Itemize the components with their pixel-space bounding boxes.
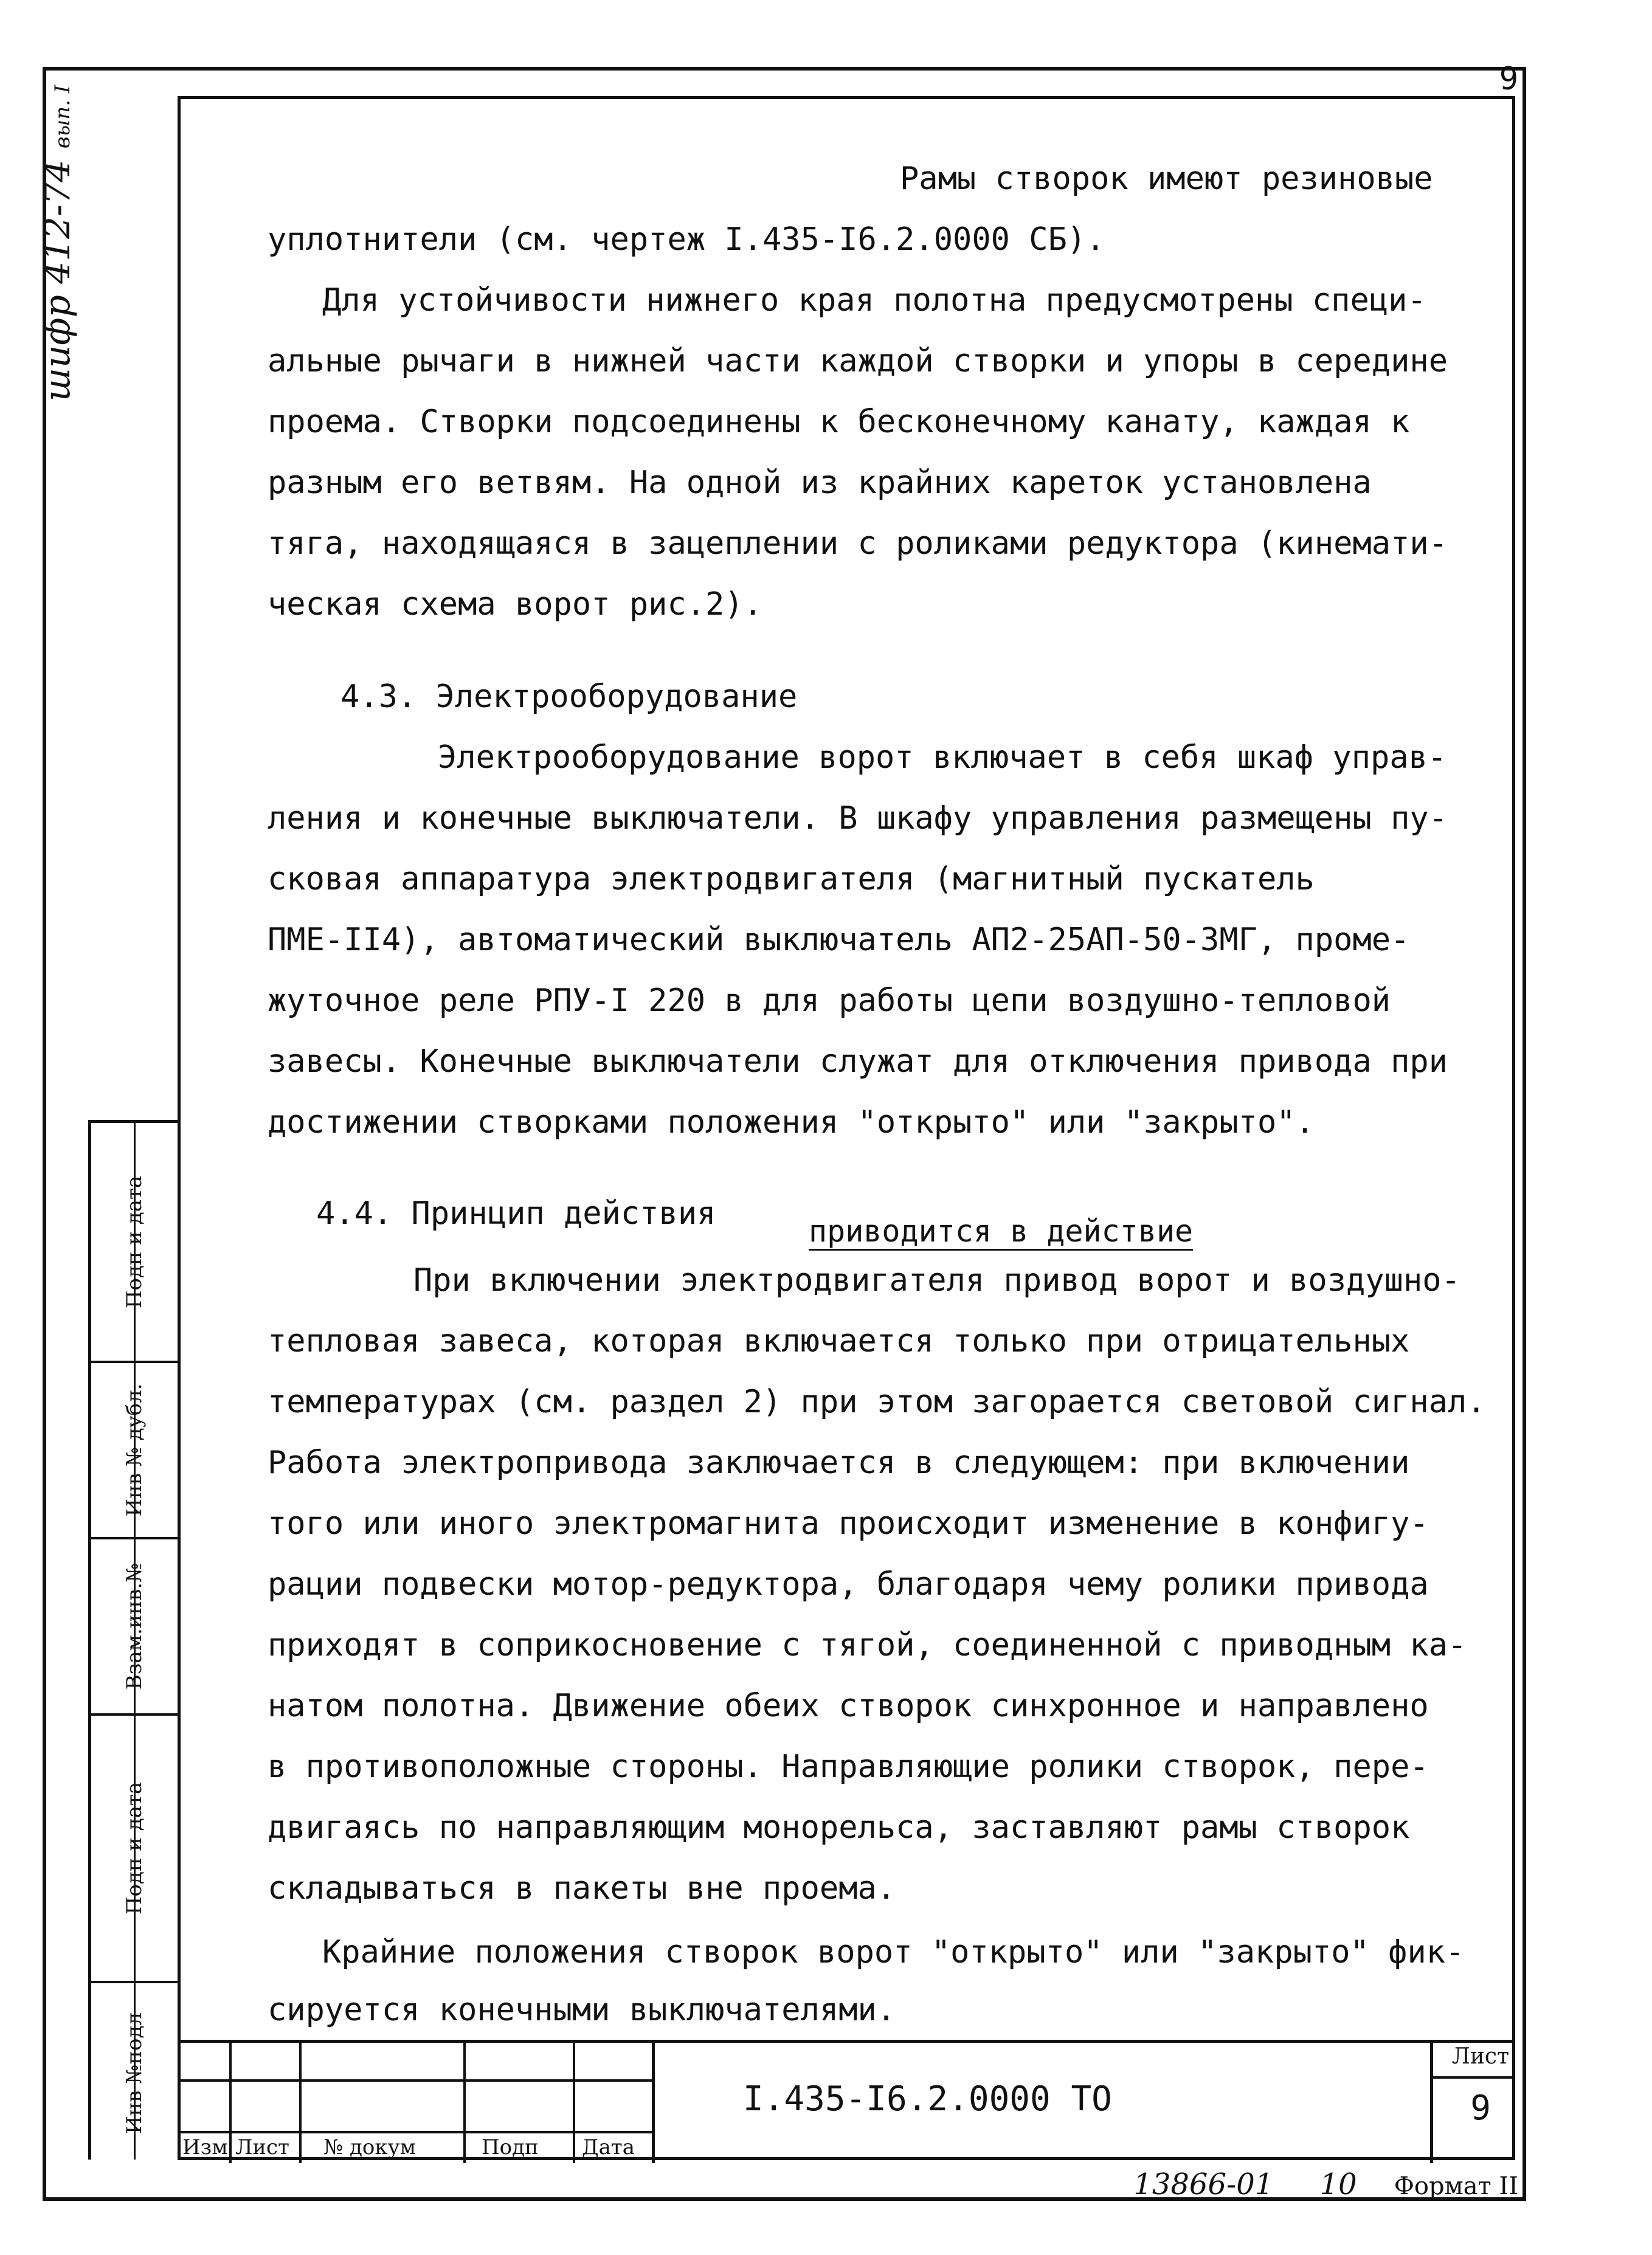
side-label: Подп и дата — [122, 1781, 147, 1915]
tb-header-change: Изм — [182, 2135, 228, 2160]
side-label: Подп и дата — [122, 1175, 147, 1308]
text-line: приходят в соприкосновение с тягой, соединенной с приводным ка- — [268, 1627, 1467, 1663]
cipher-main: шифр 412-74 — [36, 159, 78, 401]
text-line: Рамы створок имеют резиновые — [900, 161, 1433, 197]
tb-row-line — [178, 2131, 652, 2133]
side-label: Инв № дубл. — [122, 1383, 147, 1517]
cipher-handwritten — [36, 85, 134, 401]
text-line: Электрооборудование ворот включает в себя шкаф управ- — [438, 739, 1447, 776]
section-heading-4-4: 4.4. Принцип действия — [316, 1195, 716, 1232]
text-line: проема. Створки подсоединены к бесконечному канату, каждая к — [268, 404, 1410, 440]
section-heading-4-3: 4.3. Электрооборудование — [340, 679, 798, 715]
cipher-sub: вып. I — [50, 85, 75, 149]
text-line: тепловая завеса, которая включается только при отрицательных — [268, 1323, 1410, 1359]
text-line: того или иного электромагнита происходит изменение в конфигу- — [268, 1505, 1429, 1542]
tb-sheet-divider — [1430, 2076, 1515, 2079]
tb-sheet-border — [1430, 2043, 1433, 2163]
tb-header-doc-number: № докум — [323, 2135, 416, 2160]
text-line: жуточное реле РПУ-I 220 в для работы цепи воздушно-тепловой — [268, 982, 1391, 1019]
tb-col-line — [652, 2043, 655, 2163]
order-number: 13866-01 — [1133, 2167, 1274, 2201]
text-line: Работа электропривода заключается в следующем: при включении — [268, 1445, 1410, 1481]
tb-col-line — [299, 2043, 302, 2163]
copy-number: 10 — [1319, 2167, 1357, 2201]
tb-header-date: Дата — [582, 2135, 635, 2160]
text-line: натом полотна. Движение обеих створок синхронное и направлено — [268, 1688, 1429, 1724]
tb-header-sheet: Лист — [235, 2135, 289, 2160]
side-label: Взам.инв.№ — [122, 1563, 147, 1690]
text-line: температурах (см. раздел 2) при этом загорается световой сигнал. — [268, 1384, 1486, 1420]
text-line: рации подвески мотор-редуктора, благодаря чему ролики привода — [268, 1566, 1429, 1603]
format-label: Формат II — [1394, 2172, 1518, 2200]
text-line: При включении электродвигателя привод ворот и воздушно- — [413, 1262, 1460, 1299]
text-line: Крайние положения створок ворот "открыто" или "закрыто" фик- — [322, 1934, 1465, 1970]
text-line: ческая схема ворот рис.2). — [268, 586, 762, 623]
text-line: разным его ветвям. На одной из крайних кареток установлена — [268, 464, 1372, 501]
text-line: альные рычаги в нижней части каждой створки и упоры в середине — [268, 343, 1448, 379]
text-line: сируется конечными выключателями. — [268, 1992, 896, 2028]
tb-row-line — [178, 2079, 652, 2082]
tb-col-line — [463, 2043, 466, 2163]
text-line: уплотнители (см. чертеж I.435-I6.2.0000 СБ). — [268, 221, 1105, 258]
tb-col-line — [573, 2043, 575, 2163]
side-label: Инв №подл — [122, 2012, 147, 2134]
side-stamp-column — [88, 1120, 178, 2160]
text-line: складываться в пакеты вне проема. — [268, 1870, 896, 1907]
document-designation: I.435-I6.2.0000 ТО — [743, 2079, 1112, 2119]
bottom-note — [1133, 2167, 1518, 2201]
page-number-top: 9 — [1499, 61, 1518, 97]
sheet-label: Лист — [1451, 2044, 1509, 2069]
sheet-number: 9 — [1470, 2088, 1491, 2128]
text-line: сковая аппаратура электродвигателя (магнитный пускатель — [268, 861, 1315, 897]
text-line: ПМЕ-II4), автоматический выключатель АП2-25АП-50-3МГ, проме- — [268, 922, 1410, 958]
tb-header-signature: Подп — [482, 2135, 539, 2160]
text-line: Для устойчивости нижнего края полотна предусмотрены специ- — [322, 282, 1426, 319]
title-block — [178, 2040, 1515, 2160]
text-line: завесы. Конечные выключатели служат для отключения привода при — [268, 1043, 1448, 1080]
side-divider — [134, 1123, 136, 2160]
text-line: тяга, находящаяся в зацеплении с роликами редуктора (кинемати- — [268, 525, 1448, 562]
tb-col-line — [229, 2043, 232, 2163]
handwritten-insertion: приводится в действие — [809, 1216, 1193, 1251]
text-line: ления и конечные выключатели. В шкафу управления размещены пу- — [268, 800, 1448, 837]
text-line: в противоположные стороны. Направляющие ролики створок, пере- — [268, 1749, 1429, 1785]
text-line: достижении створками положения "открыто" или "закрыто". — [268, 1104, 1315, 1141]
text-line: двигаясь по направляющим монорельса, заставляют рамы створок — [268, 1809, 1410, 1846]
